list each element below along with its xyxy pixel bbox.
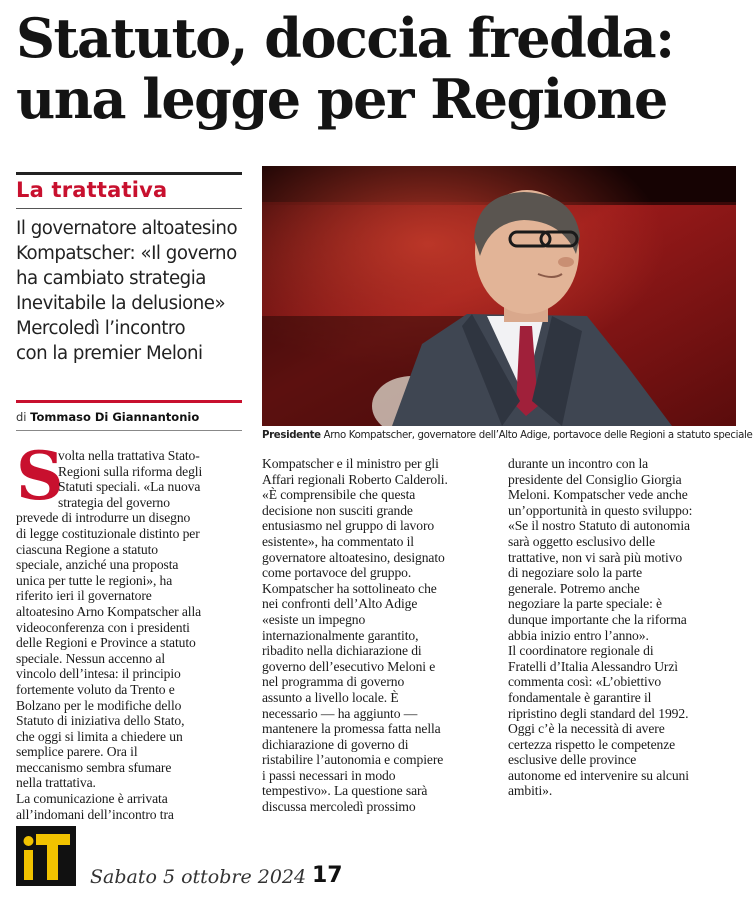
subhead-line: Mercoledì l’incontro (16, 318, 186, 339)
article-line: assunto a livello locale. È (262, 689, 399, 705)
article-line: Regioni sulla riforma degli (58, 463, 203, 479)
article-line: speciale, anziché una proposta (16, 557, 179, 573)
subhead-line: Il governatore altoatesino (16, 218, 238, 239)
article-line: decisione non susciti grande (262, 502, 413, 518)
article-line: di legge costituzionale distinto per (16, 525, 200, 541)
headline-line: Statuto, doccia fredda: (16, 6, 674, 70)
article-line: Statuti speciali. «La nuova (58, 479, 201, 495)
article-line: La comunicazione è arrivata (16, 791, 168, 807)
headline (16, 8, 746, 130)
article-line: i passi necessari in modo (262, 767, 396, 783)
article-line: vincolo dell’intesa: il principio (16, 666, 181, 682)
article-line: «Se il nostro Statuto di autonomia (508, 518, 690, 534)
subhead-line: Kompatscher: «Il governo (16, 243, 237, 264)
article-column-2 (262, 456, 498, 815)
article-line: abbia inizio entro l’anno». (508, 627, 649, 643)
article-line: Il coordinatore regionale di (508, 643, 654, 659)
article-line: ristabilire l’autonomia e compiere (262, 752, 444, 768)
article-line: Statuto di iniziativa dello Stato, (16, 713, 185, 729)
article-line: ciascuna Regione a statuto (16, 541, 158, 557)
article-line: Oggi c’è la necessità di avere (508, 721, 665, 737)
drop-cap: S (16, 437, 64, 515)
article-line: nei confronti dell’Alto Adige (262, 596, 418, 612)
subhead-line: Inevitabile la delusione» (16, 293, 226, 314)
article-line: ambiti». (508, 783, 553, 799)
article-line: volta nella trattativa Stato- (58, 448, 200, 463)
article-column-1 (16, 437, 252, 822)
subheadline (16, 216, 248, 366)
caption-text: Arno Kompatscher, governatore dell’Alto Adige, portavoce delle Regioni a statuto speciale (323, 430, 753, 441)
article-line: generale. Potremo anche (508, 580, 640, 596)
article-line: che oggi si limita a chiedere un (16, 728, 183, 744)
article-line: «esiste un impegno (262, 611, 366, 627)
article-line: nella trattativa. (16, 775, 96, 791)
article-line: ribadito nella dichiarazione di (262, 643, 422, 659)
page-number: 17 (312, 863, 343, 888)
newspaper-logo (16, 826, 76, 886)
article-line: nel programma di governo (262, 674, 405, 690)
article-line: esistente», ha commentato il (262, 533, 414, 549)
article-line: negoziare la parte speciale: è (508, 596, 662, 612)
article-line: mantenere la promessa fatta nella (262, 721, 441, 737)
byline (16, 410, 199, 424)
article-line: Bolzano per le modifiche dello (16, 697, 182, 713)
article-line: necessario — ha aggiunto — (262, 705, 418, 721)
article-line: governo dell’esecutivo Meloni e (262, 658, 436, 674)
article-line: Kompatscher ha sottolineato che (262, 580, 437, 596)
byline-prefix: di (16, 410, 27, 424)
article-line: certezza rispetto le competenze (508, 736, 676, 752)
article-line: riferito ieri il governatore (16, 588, 152, 604)
article-line: tempestivo». La questione sarà (262, 783, 428, 799)
article-line: esclusive delle province (508, 752, 637, 768)
article-line: videoconferenza con i presidenti (16, 619, 190, 635)
issue-date: Sabato 5 ottobre 2024 (90, 866, 307, 888)
article-line: dichiarazione di governo di (262, 736, 409, 752)
article-line: prevede di introdurre un disegno (16, 510, 191, 526)
article-line: Meloni. Kompatscher vede anche (508, 487, 688, 503)
article-line: di negoziare solo la parte (508, 565, 643, 581)
article-line: ripristino degli standard del 1992. (508, 705, 689, 721)
subhead-line: ha cambiato strategia (16, 268, 206, 289)
headline-line: una legge per Regione (16, 67, 667, 131)
article-line: discussa mercoledì prossimo (262, 799, 416, 815)
article-line: strategia del governo (58, 494, 170, 510)
article-line: unica per tutte le regioni», ha (16, 572, 173, 588)
article-line: internazionalmente garantito, (262, 627, 419, 643)
photo-caption (262, 430, 752, 441)
article-line: governatore altoatesino, designato (262, 549, 445, 565)
divider (16, 208, 242, 209)
article-line: autonome ed intervenire su alcuni (508, 767, 689, 783)
subhead-line: con la premier Meloni (16, 343, 203, 364)
news-photo (262, 166, 736, 426)
article-line: Kompatscher e il ministro per gli (262, 456, 439, 471)
article-line: delle Regioni e Province a statuto (16, 635, 196, 651)
article-line: «È comprensibile che questa (262, 487, 416, 503)
article-line: speciale. Nessun accenno al (16, 650, 166, 666)
article-column-3 (508, 456, 744, 799)
photo-illustration (262, 166, 736, 426)
article-line: presidente del Consiglio Giorgia (508, 471, 682, 487)
caption-label: Presidente (262, 430, 321, 441)
article-line: entusiasmo nel gruppo di lavoro (262, 518, 435, 534)
article-line: Fratelli d’Italia Alessandro Urzì (508, 658, 678, 674)
article-line: altoatesino Arno Kompatscher alla (16, 603, 202, 619)
article-line: meccanismo sembra sfumare (16, 759, 172, 775)
logo-icon (16, 826, 76, 886)
article-line: Affari regionali Roberto Calderoli. (262, 471, 448, 487)
accent-divider (16, 400, 242, 403)
divider (16, 172, 242, 175)
article-line: dunque importante che la riforma (508, 611, 687, 627)
article-line: durante un incontro con la (508, 456, 649, 471)
section-kicker: La trattativa (16, 178, 168, 202)
article-line: come portavoce del gruppo. (262, 565, 412, 581)
article-line: fortemente voluto da Trento e (16, 681, 175, 697)
article-line: un’opportunità in questo sviluppo: (508, 502, 693, 518)
article-line: all’indomani dell’incontro tra (16, 806, 174, 822)
byline-author: Tommaso Di Giannantonio (30, 410, 200, 424)
article-line: commenta così: «L’obiettivo (508, 674, 662, 690)
article-line: sarà oggetto esclusivo delle (508, 533, 656, 549)
article-line: fondamentale è garantire il (508, 689, 652, 705)
article-line: semplice parere. Ora il (16, 744, 138, 760)
article-line: trattative, non vi sarà più motivo (508, 549, 683, 565)
divider (16, 430, 242, 431)
